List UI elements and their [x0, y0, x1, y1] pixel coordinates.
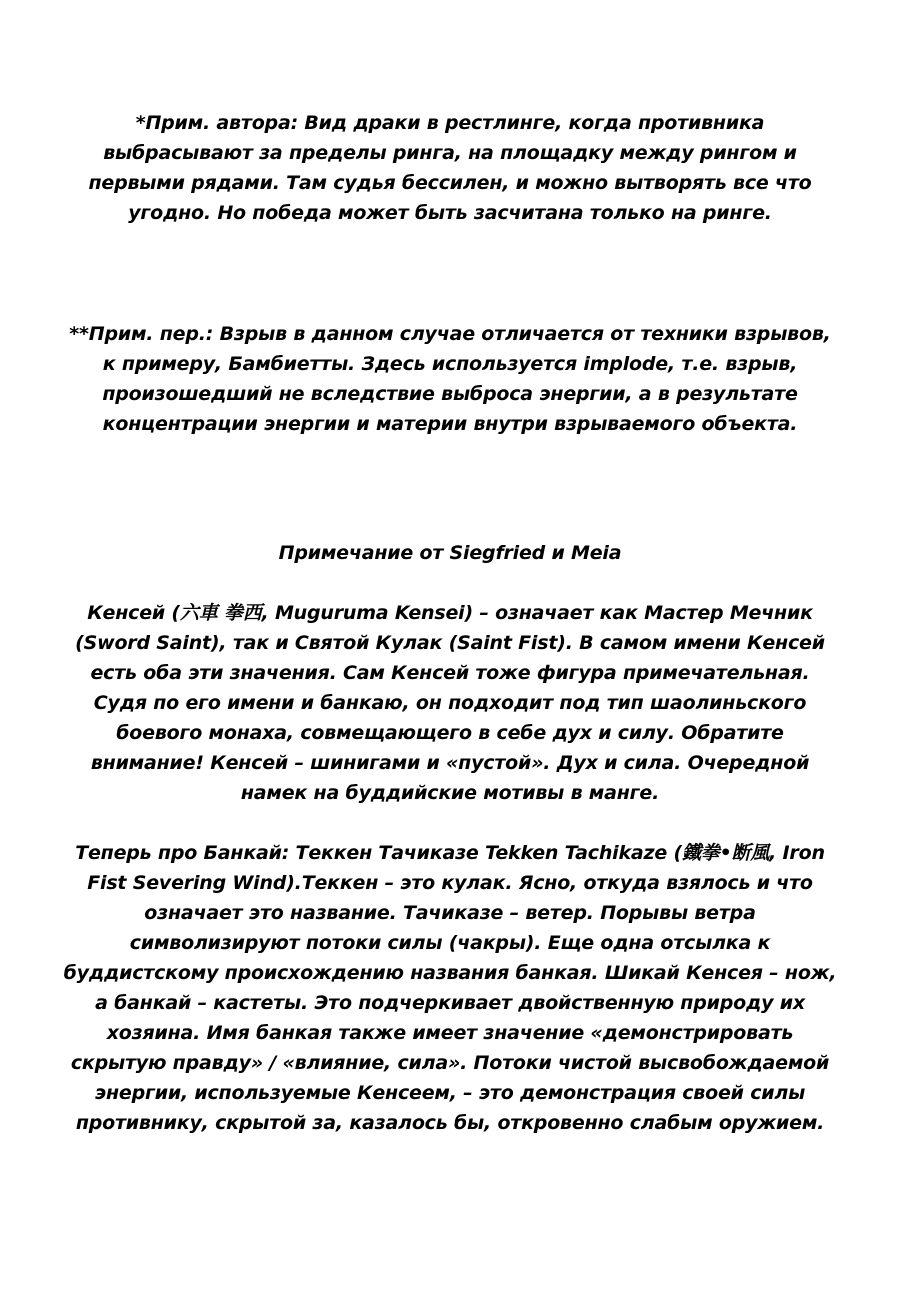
- translator-note-line: **Прим. пер.: Взрыв в данном случае отличается от техники взрывов,: [69, 323, 831, 345]
- kensei-paragraph: [60, 598, 840, 808]
- bankai-paragraph-line: энергии, используемые Кенсеем, – это демонстрация своей силы: [94, 1082, 806, 1104]
- bankai-paragraph-line: означает это название. Тачиказе – ветер. Порывы ветра: [144, 902, 756, 924]
- bankai-paragraph-line: буддистскому происхождению названия банкая. Шикай Кенсея – нож,: [63, 962, 837, 984]
- kensei-paragraph-line: Кенсей (六車 拳西, Muguruma Kensei) – означает как Мастер Мечник: [87, 602, 813, 624]
- kensei-paragraph-line: Судя по его имени и банкаю, он подходит под тип шаолиньского: [93, 692, 807, 714]
- bankai-paragraph-line: хозяина. Имя банкая также имеет значение «демонстрировать: [106, 1022, 794, 1044]
- bankai-paragraph-line: Теперь про Банкай: Теккен Тачиказе Tekken Tachikaze (鐵拳•断風, Iron: [75, 842, 825, 864]
- author-note-line: угодно. Но победа может быть засчитана только на ринге.: [128, 202, 772, 224]
- bankai-paragraph-line: символизируют потоки силы (чакры). Еще одна отсылка к: [129, 932, 771, 954]
- translator-note-line: произошедший не вследствие выброса энергии, а в результате: [102, 383, 798, 405]
- translator-note: [60, 319, 840, 439]
- kensei-paragraph-line: боевого монаха, совмещающего в себе дух и силу. Обратите: [116, 722, 784, 744]
- bankai-paragraph-line: а банкай – кастеты. Это подчеркивает двойственную природу их: [95, 992, 805, 1014]
- author-note-line: *Прим. автора: Вид драки в рестлинге, когда противника: [135, 112, 765, 134]
- bankai-paragraph: [60, 838, 840, 1138]
- bankai-paragraph-line: Fist Severing Wind).Теккен – это кулак. Ясно, откуда взялось и что: [87, 872, 813, 894]
- translator-note-line: концентрации энергии и материи внутри взрываемого объекта.: [102, 413, 798, 435]
- kensei-paragraph-line: (Sword Saint), так и Святой Кулак (Saint Fist). В самом имени Кенсей: [75, 632, 825, 654]
- remark-heading: [60, 538, 840, 568]
- translator-note-line: к примеру, Бамбиетты. Здесь используется implode, т.е. взрыв,: [102, 353, 798, 375]
- remark-heading-text: Примечание от Siegfried и Meia: [278, 542, 622, 564]
- bankai-paragraph-line: противнику, скрытой за, казалось бы, откровенно слабым оружием.: [75, 1112, 825, 1134]
- author-note-line: выбрасывают за пределы ринга, на площадку между рингом и: [103, 142, 797, 164]
- author-note-line: первыми рядами. Там судья бессилен, и можно вытворять все что: [88, 172, 812, 194]
- kensei-paragraph-line: внимание! Кенсей – шинигами и «пустой». Дух и сила. Очередной: [90, 752, 810, 774]
- author-note: [60, 108, 840, 228]
- kensei-paragraph-line: намек на буддийские мотивы в манге.: [240, 782, 660, 804]
- kensei-paragraph-line: есть оба эти значения. Сам Кенсей тоже фигура примечательная.: [90, 662, 810, 684]
- bankai-paragraph-line: скрытую правду» / «влияние, сила». Потоки чистой высвобождаемой: [70, 1052, 830, 1074]
